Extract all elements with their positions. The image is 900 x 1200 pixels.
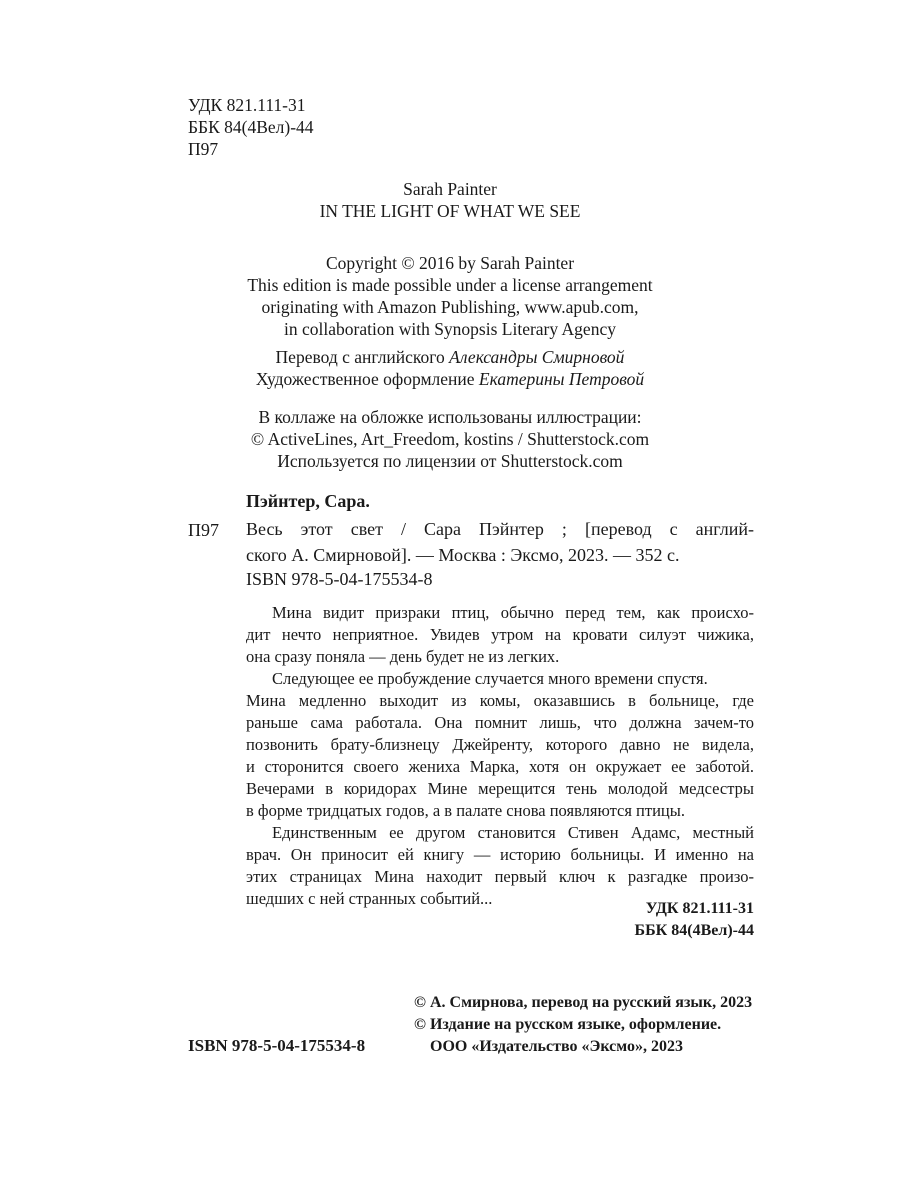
credits-block	[0, 346, 900, 390]
translator-name: Александры Смирновой	[449, 347, 625, 367]
annotation-line: и сторонится своего жениха Марка, хотя он окружает ее заботой.	[246, 757, 754, 776]
original-title: IN THE LIGHT OF WHAT WE SEE	[319, 201, 581, 221]
bbk-code-bottom: ББК 84(4Вел)-44	[634, 922, 754, 939]
design-credit	[0, 368, 900, 390]
bbk-code: ББК 84(4Вел)-44	[188, 117, 314, 137]
designer-name: Екатерины Петровой	[478, 369, 645, 389]
catalog-line: ского А. Смирновой]. — Москва : Эксмо, 2023. — 352 с.	[246, 545, 680, 565]
annotation	[246, 602, 754, 910]
annotation-line: Вечерами в коридорах Мине мерещится тень молодой медсестры	[246, 779, 754, 798]
udk-code: УДК 821.111-31	[188, 95, 306, 115]
copyright-line: in collaboration with Synopsis Literary Agency	[284, 319, 616, 339]
top-classification-codes	[188, 94, 314, 160]
catalog-isbn: ISBN 978-5-04-175534-8	[246, 569, 433, 589]
annotation-line: она сразу поняла — день будет не из легких.	[246, 647, 560, 666]
annotation-line: позвонить брату-близнецу Джейренту, которого давно не видела,	[246, 735, 754, 754]
annotation-line: раньше сама работала. Она помнит лишь, что должна зачем-то	[246, 713, 754, 732]
annotation-line: Мина медленно выходит из комы, оказавшись в больнице, где	[246, 691, 754, 710]
illustrations-block	[0, 406, 900, 472]
publisher-rights: ООО «Издательство «Эксмо», 2023	[430, 1038, 683, 1055]
udk-code-bottom: УДК 821.111-31	[645, 900, 754, 917]
rights-block	[414, 992, 752, 1058]
design-prefix: Художественное оформление	[255, 369, 479, 389]
original-author: Sarah Painter	[403, 179, 497, 199]
copyright-line: This edition is made possible under a license arrangement	[247, 275, 653, 295]
annotation-line: дит нечто неприятное. Увидев утром на кровати силуэт чижика,	[246, 625, 754, 644]
copyright-line: Copyright © 2016 by Sarah Painter	[325, 253, 575, 273]
annotation-line: врач. Он приносит ей книгу — историю больницы. И именно на	[246, 845, 754, 864]
translation-credit	[0, 346, 900, 368]
translation-prefix: Перевод с английского	[275, 347, 450, 367]
copyright-line: originating with Amazon Publishing, www.apub.com,	[261, 297, 639, 317]
original-title-block	[0, 178, 900, 222]
annotation-line: этих страницах Мина находит первый ключ к разгадке произо-	[246, 867, 754, 886]
annotation-line: в форме тридцатых годов, а в палате снова появляются птицы.	[246, 801, 685, 820]
illustrations-line: Используется по лицензии от Shutterstock.com	[277, 451, 623, 471]
catalog-mark: П97	[188, 520, 219, 540]
annotation-line: Следующее ее пробуждение случается много времени спустя.	[272, 669, 708, 688]
catalog-line: Весь этот свет / Сара Пэйнтер ; [перевод с англий-	[246, 519, 754, 539]
isbn-bottom: ISBN 978-5-04-175534-8	[188, 1036, 366, 1055]
catalog-author-heading: Пэйнтер, Сара.	[246, 491, 370, 511]
author-mark: П97	[188, 139, 219, 159]
catalog-description	[246, 516, 754, 568]
edition-rights: © Издание на русском языке, оформление.	[414, 1016, 722, 1033]
illustrations-line: © ActiveLines, Art_Freedom, kostins / Shutterstock.com	[250, 429, 650, 449]
annotation-line: шедших с ней странных событий...	[246, 889, 493, 908]
annotation-line: Мина видит призраки птиц, обычно перед тем, как происхо-	[272, 603, 754, 622]
illustrations-line: В коллаже на обложке использованы иллюстрации:	[258, 407, 642, 427]
copyright-block	[0, 252, 900, 340]
annotation-line: Единственным ее другом становится Стивен Адамс, местный	[272, 823, 754, 842]
translation-rights: © А. Смирнова, перевод на русский язык, 2023	[414, 994, 753, 1011]
bottom-classification-codes	[600, 898, 754, 942]
